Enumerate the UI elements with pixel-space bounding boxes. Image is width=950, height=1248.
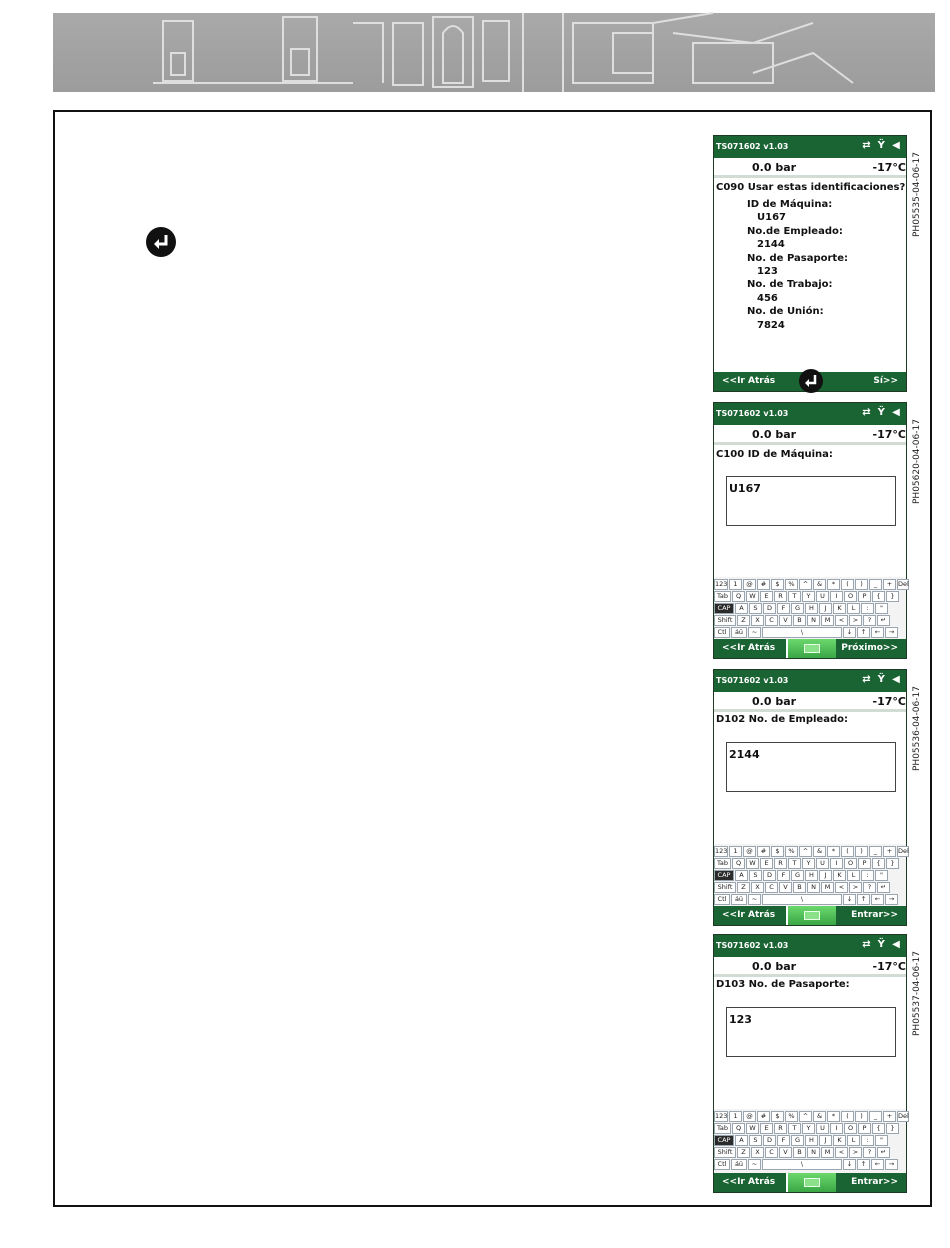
key[interactable]: > [849,1147,862,1158]
sound-icon: ◀ [892,407,900,418]
key[interactable]: _ [869,579,882,590]
key[interactable]: P [858,858,871,869]
key[interactable]: ) [855,579,868,590]
prompt-text: C100 ID de Máquina: [716,449,833,460]
photo-code: PH05536-04-06-17 [912,686,922,771]
key[interactable]: M [821,615,834,626]
key[interactable]: Tab [714,858,731,869]
key[interactable]: F [777,603,790,614]
key[interactable]: " [875,1135,888,1146]
key[interactable]: # [757,846,770,857]
enter-button[interactable]: Entrar>> [851,1177,898,1187]
key[interactable]: ^ [799,846,812,857]
enter-icon [146,227,176,257]
sync-icon: ⇄ [862,407,871,418]
id-value: 2144 [757,239,785,251]
key[interactable]: P [858,1123,871,1134]
back-button[interactable]: <<Ir Atrás [722,643,776,653]
softkey-bar [714,639,906,658]
key[interactable]: I [830,858,843,869]
key[interactable]: & [813,1111,826,1122]
key[interactable]: % [785,846,798,857]
temperature-value: -17°C [872,695,906,708]
key[interactable]: _ [869,1111,882,1122]
key[interactable]: K [833,870,846,881]
key[interactable]: $ [771,1111,784,1122]
employee-no-input[interactable]: 2144 [726,742,896,792]
key[interactable]: S [749,870,762,881]
sound-icon: ◀ [892,674,900,685]
key[interactable]: ← [871,627,884,638]
id-value: U167 [757,212,786,224]
key[interactable]: G [791,1135,804,1146]
key[interactable]: @ [743,579,756,590]
readout-bar [714,158,906,178]
sync-icon: ⇄ [862,939,871,950]
key[interactable]: \ [762,894,842,905]
next-button[interactable]: Próximo>> [841,643,898,653]
pressure-value: 0.0 bar [752,960,797,973]
key[interactable]: Del [898,1112,909,1120]
readout-bar [714,425,906,445]
key[interactable]: * [827,846,840,857]
key[interactable]: K [833,603,846,614]
key[interactable]: CAP [714,603,734,614]
app-title: TS071602 v1.03 [716,941,789,950]
key[interactable]: Del [898,580,909,588]
key[interactable]: : [861,1135,874,1146]
key[interactable]: ^ [799,1111,812,1122]
signal-icon: Ÿ [877,407,885,418]
key[interactable]: M [821,882,834,893]
key[interactable]: G [791,870,804,881]
key[interactable]: # [757,579,770,590]
key[interactable]: U [816,1123,829,1134]
id-label: No. de Trabajo: [747,279,833,291]
key[interactable]: D [763,603,776,614]
key[interactable]: P [858,591,871,602]
key[interactable]: ~ [748,894,761,905]
key[interactable]: T [788,591,801,602]
key[interactable]: 1 [729,1111,742,1122]
key[interactable]: > [849,615,862,626]
key[interactable]: & [813,579,826,590]
key[interactable]: < [835,882,848,893]
key[interactable]: ( [841,1111,854,1122]
id-value: 456 [757,292,778,304]
key[interactable]: Tab [714,1123,731,1134]
key[interactable]: R [774,591,787,602]
key[interactable]: U [816,858,829,869]
key[interactable]: : [861,870,874,881]
key[interactable]: → [885,1159,898,1170]
key[interactable]: → [885,894,898,905]
key[interactable]: CAP [714,1135,734,1146]
keyboard-row [714,1159,906,1170]
key[interactable]: Del [898,847,909,855]
key[interactable]: E [760,591,773,602]
key[interactable]: ← [871,1159,884,1170]
signal-icon: Ÿ [877,939,885,950]
soft-keyboard [714,577,909,641]
key[interactable]: % [785,579,798,590]
id-label: ID de Máquina: [747,199,833,210]
key[interactable]: Z [737,615,750,626]
key[interactable]: : [861,603,874,614]
key[interactable]: Q [732,1123,745,1134]
key[interactable]: # [757,1111,770,1122]
key[interactable]: Shift [714,615,736,626]
key[interactable]: Ctl [714,894,730,905]
back-button[interactable]: <<Ir Atrás [722,910,776,920]
key[interactable]: * [827,579,840,590]
key[interactable]: Tab [714,591,731,602]
key[interactable]: A [735,603,748,614]
key[interactable]: + [883,579,896,590]
id-label: No. de Pasaporte: [747,252,848,264]
key[interactable]: Y [802,591,815,602]
key[interactable]: ~ [748,1159,761,1170]
key[interactable]: ↵ [877,1147,890,1158]
key[interactable]: > [849,882,862,893]
key[interactable]: V [779,1147,792,1158]
key[interactable]: { [872,591,885,602]
key[interactable]: L [847,870,860,881]
key[interactable]: ( [841,846,854,857]
keyboard-toggle[interactable] [788,1173,836,1192]
title-bar [714,136,906,158]
key[interactable]: F [777,1135,790,1146]
key[interactable]: ← [871,894,884,905]
id-label: No. de Unión: [747,306,824,318]
key[interactable]: Ctl [714,1159,730,1170]
key[interactable]: < [835,615,848,626]
key[interactable]: ? [863,882,876,893]
title-bar [714,935,906,957]
back-button[interactable]: <<Ir Atrás [722,1177,776,1187]
readout-bar [714,692,906,712]
key[interactable]: B [793,1147,806,1158]
machine-illustration [53,13,935,92]
enter-icon[interactable] [799,369,823,393]
enter-button[interactable]: Entrar>> [851,910,898,920]
key[interactable]: ↵ [877,882,890,893]
key[interactable]: S [749,1135,762,1146]
key[interactable]: Y [802,1123,815,1134]
key[interactable]: " [875,603,888,614]
sync-icon: ⇄ [862,140,871,151]
key[interactable]: I [830,591,843,602]
key[interactable]: V [779,882,792,893]
keyboard-row [714,870,906,881]
key[interactable]: ↑ [857,894,870,905]
key[interactable]: D [763,1135,776,1146]
key[interactable]: ↑ [857,1159,870,1170]
key[interactable]: 123 [715,1112,728,1120]
keyboard-row [714,627,906,638]
key[interactable]: áü [731,894,747,905]
temperature-value: -17°C [872,960,906,973]
app-title: TS071602 v1.03 [716,142,789,151]
temperature-value: -17°C [872,428,906,441]
title-bar [714,403,906,425]
key[interactable]: F [777,870,790,881]
key[interactable]: ~ [748,627,761,638]
keyboard-row [714,1147,906,1158]
key[interactable]: \ [762,1159,842,1170]
app-title: TS071602 v1.03 [716,676,789,685]
key[interactable]: \ [762,627,842,638]
key[interactable]: Z [737,1147,750,1158]
key[interactable]: Shift [714,1147,736,1158]
softkey-bar [714,1173,906,1192]
key[interactable]: H [805,870,818,881]
keyboard-row [714,858,906,869]
key[interactable]: ? [863,1147,876,1158]
key[interactable]: Shift [714,882,736,893]
key[interactable]: ↓ [843,1159,856,1170]
prompt-text: D102 No. de Empleado: [716,714,848,725]
key[interactable]: B [793,615,806,626]
key[interactable]: D [763,870,776,881]
soft-keyboard [714,844,909,908]
key[interactable]: ↵ [877,615,890,626]
id-label: No.de Empleado: [747,225,843,237]
sound-icon: ◀ [892,939,900,950]
photo-code: PH05620-04-06-17 [912,419,922,504]
key[interactable]: @ [743,846,756,857]
keyboard-row [714,579,909,590]
soft-keyboard [714,1109,909,1173]
device-screen-passport-no [713,934,907,1193]
key[interactable]: A [735,1135,748,1146]
key[interactable]: W [746,591,759,602]
keyboard-row [714,882,906,893]
key[interactable]: áü [731,1159,747,1170]
key[interactable]: L [847,603,860,614]
key[interactable]: & [813,846,826,857]
readout-bar [714,957,906,977]
sound-icon: ◀ [892,140,900,151]
key[interactable]: N [807,1147,820,1158]
key[interactable]: A [735,870,748,881]
key[interactable]: ↑ [857,627,870,638]
key[interactable]: K [833,1135,846,1146]
key[interactable]: J [819,603,832,614]
key[interactable]: H [805,1135,818,1146]
keyboard-row [714,894,906,905]
key[interactable]: ) [855,1111,868,1122]
key[interactable]: H [805,603,818,614]
key[interactable]: ) [855,846,868,857]
key[interactable]: 1 [729,579,742,590]
key[interactable]: $ [771,579,784,590]
pressure-value: 0.0 bar [752,428,797,441]
key[interactable]: O [844,1123,857,1134]
prompt-text: C090 Usar estas identificaciones? [716,182,906,193]
key[interactable]: } [886,858,899,869]
key[interactable]: " [875,870,888,881]
device-screen-confirm-ids [713,135,907,392]
key[interactable]: J [819,1135,832,1146]
id-value: 7824 [757,319,785,331]
keyboard-icon [804,911,820,920]
sync-icon: ⇄ [862,674,871,685]
key[interactable]: ↓ [843,894,856,905]
id-value: 123 [757,266,778,278]
id-list [747,198,848,332]
key[interactable]: B [793,882,806,893]
key[interactable]: % [785,1111,798,1122]
key[interactable]: X [751,615,764,626]
signal-icon: Ÿ [877,674,885,685]
key[interactable]: { [872,858,885,869]
key[interactable]: $ [771,846,784,857]
signal-icon: Ÿ [877,140,885,151]
key[interactable]: T [788,1123,801,1134]
key[interactable]: C [765,882,778,893]
key[interactable]: V [779,615,792,626]
key[interactable]: áü [731,627,747,638]
key[interactable]: Y [802,858,815,869]
key[interactable]: O [844,858,857,869]
key[interactable]: M [821,1147,834,1158]
key[interactable]: CAP [714,870,734,881]
key[interactable]: < [835,1147,848,1158]
prompt-text: D103 No. de Pasaporte: [716,979,850,990]
key[interactable]: N [807,615,820,626]
key[interactable]: X [751,1147,764,1158]
photo-code: PH05535-04-06-17 [912,152,922,237]
key[interactable]: Z [737,882,750,893]
key[interactable]: G [791,603,804,614]
key[interactable]: @ [743,1111,756,1122]
key[interactable]: X [751,882,764,893]
key[interactable]: O [844,591,857,602]
softkey-bar [714,906,906,925]
key[interactable]: ( [841,579,854,590]
key[interactable]: 123 [715,847,728,855]
title-bar [714,670,906,692]
key[interactable]: J [819,870,832,881]
app-title: TS071602 v1.03 [716,409,789,418]
key[interactable]: Q [732,858,745,869]
key[interactable]: S [749,603,762,614]
keyboard-row [714,603,906,614]
key[interactable]: E [760,1123,773,1134]
key[interactable]: { [872,1123,885,1134]
yes-button[interactable]: Sí>> [873,376,898,386]
key[interactable]: C [765,1147,778,1158]
key[interactable]: I [830,1123,843,1134]
keyboard-row [714,846,909,857]
key[interactable]: * [827,1111,840,1122]
passport-no-input[interactable]: 123 [726,1007,896,1057]
key[interactable]: R [774,858,787,869]
key[interactable]: L [847,1135,860,1146]
keyboard-row [714,1123,906,1134]
key[interactable]: 1 [729,846,742,857]
key[interactable]: W [746,1123,759,1134]
key[interactable]: 123 [715,580,728,588]
key[interactable]: Q [732,591,745,602]
keyboard-icon [804,644,820,653]
key[interactable]: W [746,858,759,869]
device-screen-employee-no [713,669,907,926]
key[interactable]: + [883,846,896,857]
back-button[interactable]: <<Ir Atrás [722,376,776,386]
keyboard-toggle[interactable] [788,639,836,658]
machine-id-input[interactable]: U167 [726,476,896,526]
key[interactable]: R [774,1123,787,1134]
key[interactable]: → [885,627,898,638]
keyboard-icon [804,1178,820,1187]
key[interactable]: + [883,1111,896,1122]
key[interactable]: } [886,1123,899,1134]
key[interactable]: ^ [799,579,812,590]
key[interactable]: Ctl [714,627,730,638]
keyboard-row [714,591,906,602]
key[interactable]: T [788,858,801,869]
device-screen-machine-id [713,402,907,659]
key[interactable]: ↓ [843,627,856,638]
keyboard-row [714,615,906,626]
key[interactable]: E [760,858,773,869]
pressure-value: 0.0 bar [752,695,797,708]
key[interactable]: _ [869,846,882,857]
keyboard-toggle[interactable] [788,906,836,925]
key[interactable]: } [886,591,899,602]
keyboard-row [714,1135,906,1146]
photo-code: PH05537-04-06-17 [912,951,922,1036]
key[interactable]: ? [863,615,876,626]
temperature-value: -17°C [872,161,906,174]
key[interactable]: C [765,615,778,626]
pressure-value: 0.0 bar [752,161,797,174]
keyboard-row [714,1111,909,1122]
key[interactable]: U [816,591,829,602]
key[interactable]: N [807,882,820,893]
header-banner [53,13,935,92]
